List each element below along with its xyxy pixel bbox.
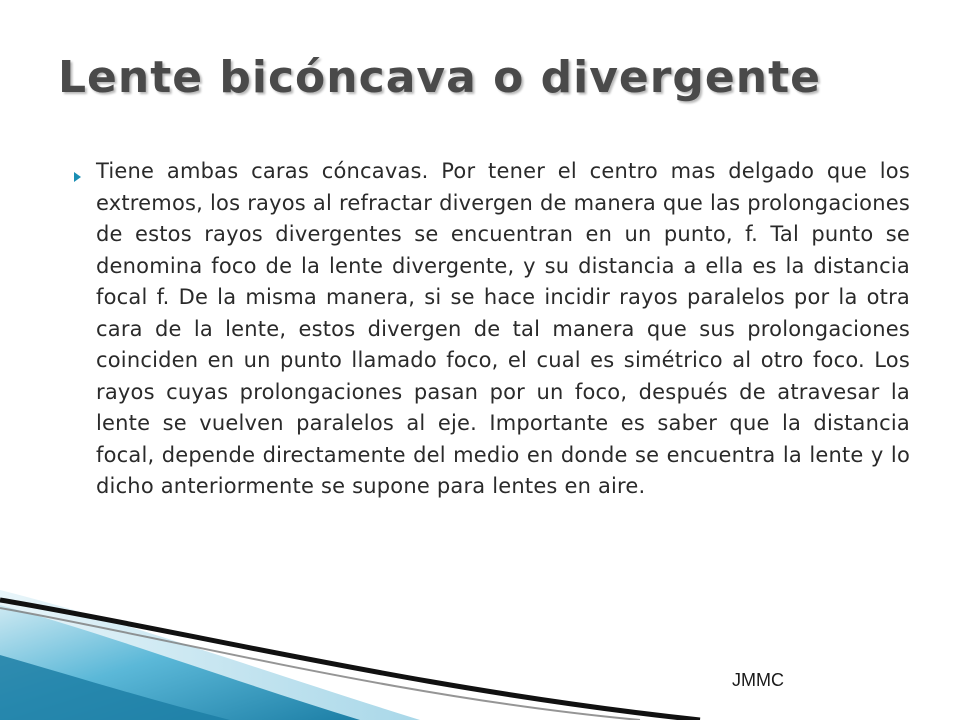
decorative-wave: [0, 560, 720, 720]
slide-title: Lente bicóncava o divergente: [58, 52, 821, 103]
bullet-item: [68, 156, 910, 503]
bullet-text: Tiene ambas caras cóncavas. Por tener el centro mas delgado que los extremos, los rayos al refractar divergen de manera que las prolongaciones de estos rayos divergentes se encuentran en un punto, f. Tal punto se denomina foco de la lente divergente, y su distancia a ella es la distancia focal f. De la misma manera, si se hace incidir rayos paralelos por la otra cara de la lente, estos divergen de tal manera que sus prolongaciones coinciden en un punto llamado foco, el cual es simétrico al otro foco. Los rayos cuyas prolongaciones pasan por un foco, después de atravesar la lente se vuelven paralelos al eje. Importante es saber que la distancia focal, depende directamente del medio en donde se encuentra la lente y lo dicho anteriormente se supone para lentes en aire.: [96, 159, 910, 498]
footer-author: JMMC: [732, 670, 784, 690]
slide-content: [68, 156, 910, 503]
triangle-bullet-icon: [74, 172, 81, 182]
